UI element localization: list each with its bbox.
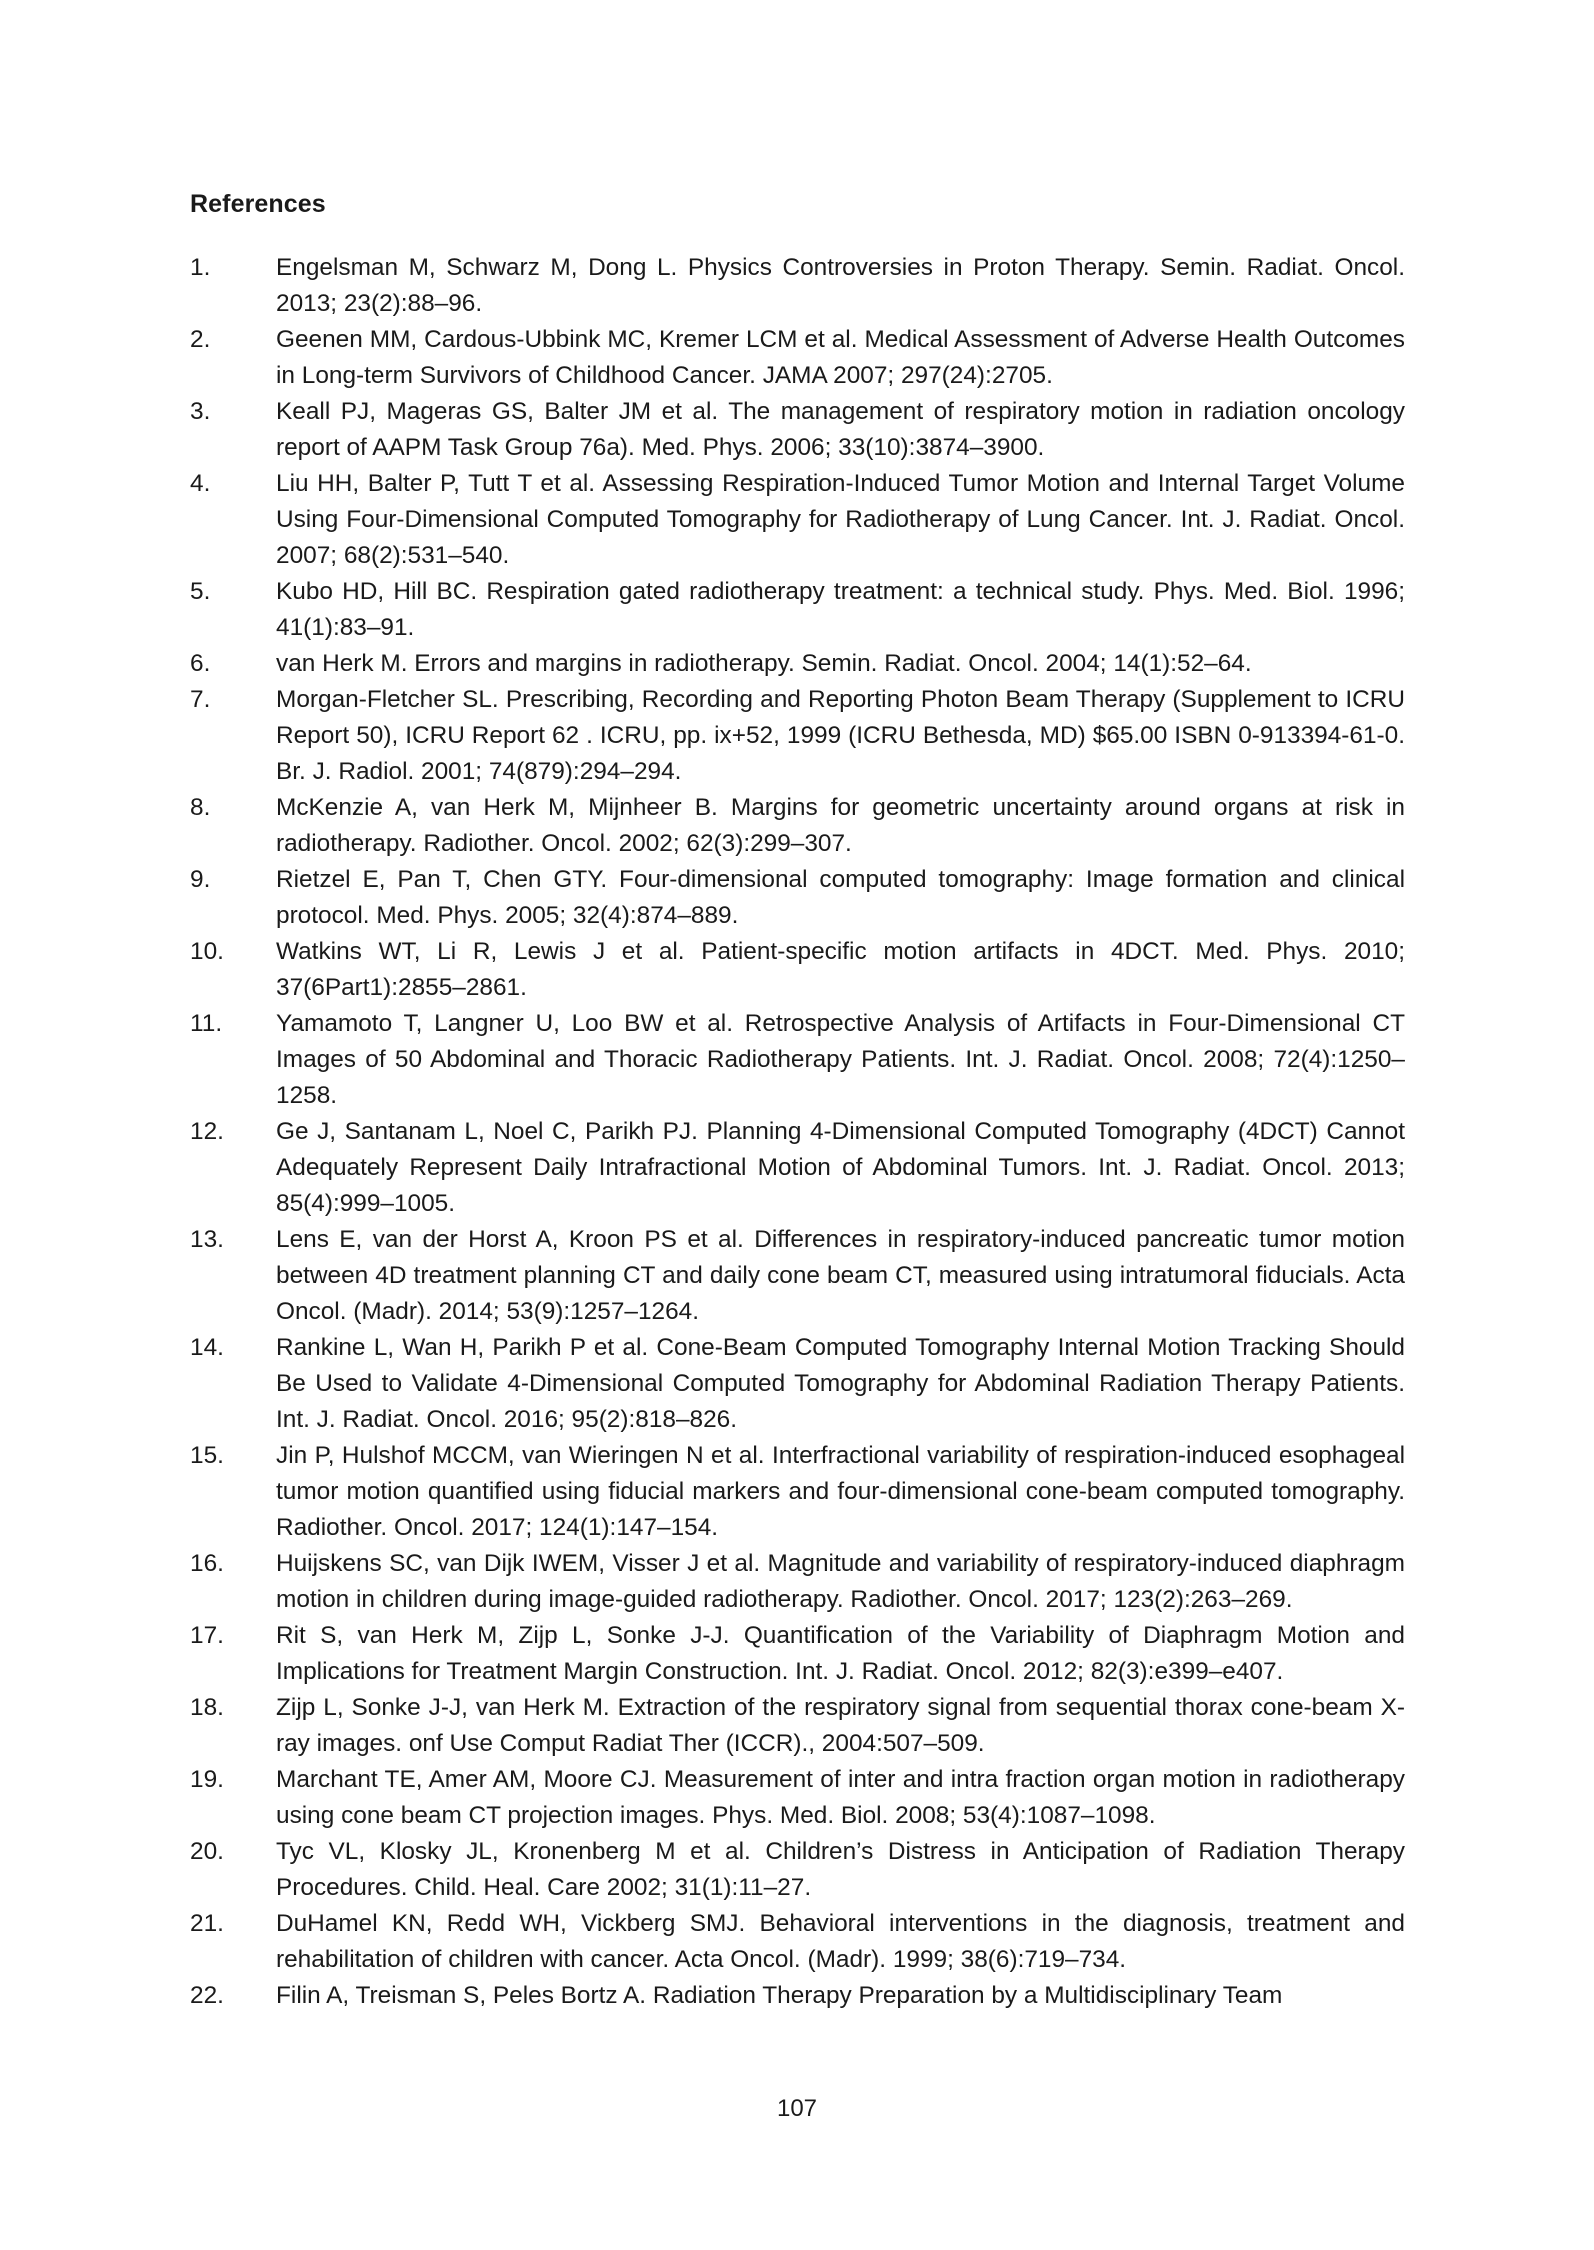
- reference-number: 20.: [190, 1838, 224, 1865]
- reference-item: [190, 1762, 1405, 1834]
- reference-text: DuHamel KN, Redd WH, Vickberg SMJ. Behavioral interventions in the diagnosis, treatment and rehabilitation of children with cancer. Acta Oncol. (Madr). 1999; 38(6):719–734.: [276, 1910, 1405, 1973]
- reference-number: 7.: [190, 686, 211, 713]
- reference-item: [190, 1618, 1405, 1690]
- reference-item: [190, 574, 1405, 646]
- reference-number: 6.: [190, 650, 211, 677]
- reference-number: 12.: [190, 1118, 224, 1145]
- reference-item: [190, 1546, 1405, 1618]
- reference-number: 8.: [190, 794, 211, 821]
- page-number: 107: [776, 2095, 818, 2122]
- reference-item: [190, 934, 1405, 1006]
- reference-text: Zijp L, Sonke J-J, van Herk M. Extraction of the respiratory signal from sequential thorax cone-beam X-ray images. onf Use Comput Radiat Ther (ICCR)., 2004:507–509.: [276, 1694, 1405, 1757]
- reference-item: [190, 1330, 1405, 1438]
- reference-item: [190, 1438, 1405, 1546]
- reference-text: Lens E, van der Horst A, Kroon PS et al. Differences in respiratory-induced pancreatic tumor motion between 4D treatment planning CT and daily cone beam CT, measured using intratumoral fiducials. Acta Oncol. (Madr). 2014; 53(9):1257–1264.: [276, 1226, 1405, 1325]
- reference-text: Engelsman M, Schwarz M, Dong L. Physics Controversies in Proton Therapy. Semin. Radiat. Oncol. 2013; 23(2):88–96.: [276, 254, 1405, 317]
- reference-text: Rietzel E, Pan T, Chen GTY. Four-dimensional computed tomography: Image formation and clinical protocol. Med. Phys. 2005; 32(4):874–889.: [276, 866, 1405, 929]
- reference-text: Watkins WT, Li R, Lewis J et al. Patient-specific motion artifacts in 4DCT. Med. Phys. 2010; 37(6Part1):2855–2861.: [276, 938, 1405, 1001]
- reference-number: 15.: [190, 1442, 224, 1469]
- reference-item: [190, 322, 1405, 394]
- reference-number: 3.: [190, 398, 211, 425]
- reference-text: Filin A, Treisman S, Peles Bortz A. Radiation Therapy Preparation by a Multidisciplinary Team: [276, 1982, 1283, 2009]
- reference-text: Kubo HD, Hill BC. Respiration gated radiotherapy treatment: a technical study. Phys. Med. Biol. 1996; 41(1):83–91.: [276, 578, 1405, 641]
- reference-text: Morgan-Fletcher SL. Prescribing, Recording and Reporting Photon Beam Therapy (Supplement to ICRU Report 50), ICRU Report 62 . ICRU, pp. ix+52, 1999 (ICRU Bethesda, MD) $65.00 ISBN 0-913394-61-0. Br. J. Radiol. 2001; 74(879):294–294.: [276, 686, 1405, 785]
- reference-item: [190, 682, 1405, 790]
- reference-number: 19.: [190, 1766, 224, 1793]
- reference-number: 10.: [190, 938, 224, 965]
- reference-text: Huijskens SC, van Dijk IWEM, Visser J et al. Magnitude and variability of respiratory-induced diaphragm motion in children during image-guided radiotherapy. Radiother. Oncol. 2017; 123(2):263–269.: [276, 1550, 1405, 1613]
- reference-item: [190, 1834, 1405, 1906]
- reference-text: Rit S, van Herk M, Zijp L, Sonke J-J. Quantification of the Variability of Diaphragm Motion and Implications for Treatment Margin Construction. Int. J. Radiat. Oncol. 2012; 82(3):e399–e407.: [276, 1622, 1405, 1685]
- reference-item: [190, 646, 1405, 682]
- reference-number: 13.: [190, 1226, 224, 1253]
- reference-text: Yamamoto T, Langner U, Loo BW et al. Retrospective Analysis of Artifacts in Four-Dimensional CT Images of 50 Abdominal and Thoracic Radiotherapy Patients. Int. J. Radiat. Oncol. 2008; 72(4):1250–1258.: [276, 1010, 1405, 1109]
- reference-number: 21.: [190, 1910, 224, 1937]
- reference-text: Liu HH, Balter P, Tutt T et al. Assessing Respiration-Induced Tumor Motion and Internal Target Volume Using Four-Dimensional Computed Tomography for Radiotherapy of Lung Cancer. Int. J. Radiat. Oncol. 2007; 68(2):531–540.: [276, 470, 1405, 569]
- reference-item: [190, 1114, 1405, 1222]
- reference-number: 16.: [190, 1550, 224, 1577]
- reference-text: Rankine L, Wan H, Parikh P et al. Cone-Beam Computed Tomography Internal Motion Tracking Should Be Used to Validate 4-Dimensional Computed Tomography for Abdominal Radiation Therapy Patients. Int. J. Radiat. Oncol. 2016; 95(2):818–826.: [276, 1334, 1405, 1433]
- reference-number: 1.: [190, 254, 211, 281]
- reference-item: [190, 862, 1405, 934]
- reference-item: [190, 1006, 1405, 1114]
- reference-item: [190, 790, 1405, 862]
- reference-number: 9.: [190, 866, 211, 893]
- reference-item: [190, 250, 1405, 322]
- reference-text: Jin P, Hulshof MCCM, van Wieringen N et al. Interfractional variability of respiration-induced esophageal tumor motion quantified using fiducial markers and four-dimensional cone-beam computed tomography. Radiother. Oncol. 2017; 124(1):147–154.: [276, 1442, 1405, 1541]
- reference-text: Tyc VL, Klosky JL, Kronenberg M et al. Children’s Distress in Anticipation of Radiation Therapy Procedures. Child. Heal. Care 2002; 31(1):11–27.: [276, 1838, 1405, 1901]
- reference-item: [190, 1690, 1405, 1762]
- reference-number: 14.: [190, 1334, 224, 1361]
- reference-item: [190, 1906, 1405, 1978]
- reference-text: Marchant TE, Amer AM, Moore CJ. Measurement of inter and intra fraction organ motion in radiotherapy using cone beam CT projection images. Phys. Med. Biol. 2008; 53(4):1087–1098.: [276, 1766, 1405, 1829]
- reference-number: 2.: [190, 326, 211, 353]
- reference-number: 17.: [190, 1622, 224, 1649]
- reference-text: van Herk M. Errors and margins in radiotherapy. Semin. Radiat. Oncol. 2004; 14(1):52–64.: [276, 650, 1252, 677]
- reference-text: Ge J, Santanam L, Noel C, Parikh PJ. Planning 4-Dimensional Computed Tomography (4DCT) Cannot Adequately Represent Daily Intrafractional Motion of Abdominal Tumors. Int. J. Radiat. Oncol. 2013; 85(4):999–1005.: [276, 1118, 1405, 1217]
- reference-item: [190, 466, 1405, 574]
- reference-number: 22.: [190, 1982, 224, 2009]
- reference-number: 11.: [190, 1010, 223, 1037]
- reference-number: 4.: [190, 470, 211, 497]
- reference-text: Keall PJ, Mageras GS, Balter JM et al. The management of respiratory motion in radiation oncology report of AAPM Task Group 76a). Med. Phys. 2006; 33(10):3874–3900.: [276, 398, 1405, 461]
- section-heading: References: [190, 190, 326, 218]
- reference-text: Geenen MM, Cardous-Ubbink MC, Kremer LCM et al. Medical Assessment of Adverse Health Outcomes in Long-term Survivors of Childhood Cancer. JAMA 2007; 297(24):2705.: [276, 326, 1405, 389]
- reference-number: 5.: [190, 578, 211, 605]
- reference-item: [190, 1978, 1405, 2014]
- reference-item: [190, 1222, 1405, 1330]
- reference-text: McKenzie A, van Herk M, Mijnheer B. Margins for geometric uncertainty around organs at risk in radiotherapy. Radiother. Oncol. 2002; 62(3):299–307.: [276, 794, 1405, 857]
- reference-item: [190, 394, 1405, 466]
- reference-number: 18.: [190, 1694, 224, 1721]
- reference-list: [190, 250, 1405, 2014]
